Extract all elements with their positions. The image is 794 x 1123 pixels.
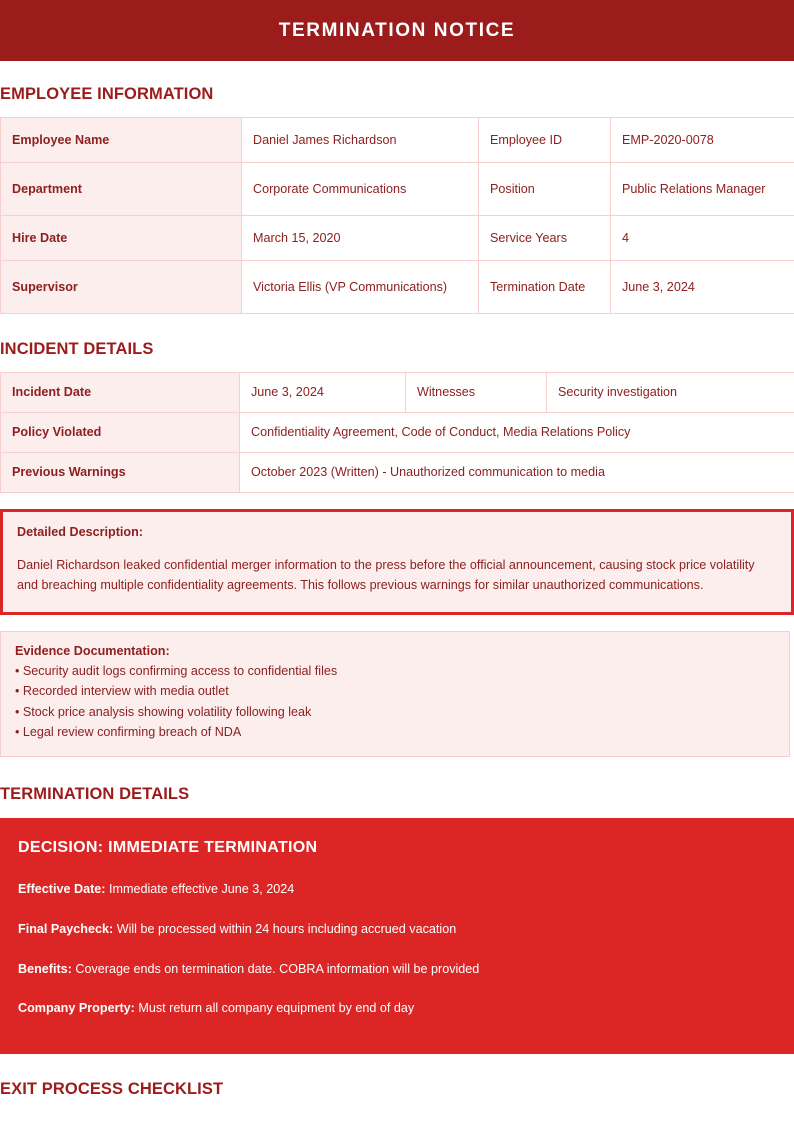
decision-company-property-label: Company Property: xyxy=(18,1001,135,1016)
employee-information-table xyxy=(0,117,794,314)
document-title: TERMINATION NOTICE xyxy=(278,19,516,41)
table-row xyxy=(1,373,794,413)
cell-value-service-years: 4 xyxy=(611,216,794,261)
cell-value-position: Public Relations Manager xyxy=(611,163,794,216)
cell-value-employee-id: EMP-2020-0078 xyxy=(611,118,794,163)
detailed-description-box xyxy=(0,509,794,615)
cell-value-supervisor: Victoria Ellis (VP Communications) xyxy=(242,261,479,314)
list-item: • Stock price analysis showing volatility following leak xyxy=(15,704,312,719)
decision-title: DECISION: IMMEDIATE TERMINATION xyxy=(18,839,318,857)
incident-details-table xyxy=(0,372,794,493)
cell-label-termination-date: Termination Date xyxy=(479,261,611,314)
cell-value-witnesses: Security investigation xyxy=(547,373,794,413)
evidence-list xyxy=(15,661,775,743)
cell-label-policy-violated: Policy Violated xyxy=(1,413,240,453)
detailed-description-title: Detailed Description: xyxy=(17,525,143,539)
table-row xyxy=(1,413,794,453)
cell-label-department: Department xyxy=(1,163,242,216)
cell-value-policy-violated: Confidentiality Agreement, Code of Conduct, Media Relations Policy xyxy=(240,413,794,453)
decision-final-paycheck-label: Final Paycheck: xyxy=(18,921,114,936)
termination-decision-panel xyxy=(0,818,794,1054)
table-row xyxy=(1,163,794,216)
evidence-documentation-box xyxy=(0,631,790,758)
cell-value-hire-date: March 15, 2020 xyxy=(242,216,479,261)
cell-label-service-years: Service Years xyxy=(479,216,611,261)
decision-effective-date xyxy=(18,881,776,899)
decision-benefits-label: Benefits: xyxy=(18,961,72,976)
list-item: • Recorded interview with media outlet xyxy=(15,684,229,699)
cell-label-hire-date: Hire Date xyxy=(1,216,242,261)
evidence-documentation-title: Evidence Documentation: xyxy=(15,643,170,658)
decision-benefits xyxy=(18,961,776,979)
cell-value-employee-name: Daniel James Richardson xyxy=(242,118,479,163)
cell-value-termination-date: June 3, 2024 xyxy=(611,261,794,314)
cell-label-witnesses: Witnesses xyxy=(406,373,547,413)
document-header xyxy=(0,0,794,61)
decision-company-property-value: Must return all company equipment by end of day xyxy=(138,1001,415,1016)
section-heading-exit-process-checklist: EXIT PROCESS CHECKLIST xyxy=(0,1079,224,1098)
decision-company-property xyxy=(18,1000,776,1018)
cell-label-employee-id: Employee ID xyxy=(479,118,611,163)
cell-value-incident-date: June 3, 2024 xyxy=(240,373,406,413)
table-row xyxy=(1,453,794,493)
cell-value-department: Corporate Communications xyxy=(242,163,479,216)
decision-effective-date-label: Effective Date: xyxy=(18,882,106,897)
document-body xyxy=(0,85,794,1099)
detailed-description-body: Daniel Richardson leaked confidential merger information to the press before the official announcement, causing stock price volatility and breaching multiple confidentiality agreements. This follows previous warnings for similar unauthorized communications. xyxy=(17,558,755,593)
decision-effective-date-value: Immediate effective June 3, 2024 xyxy=(109,882,295,897)
section-heading-termination-details: TERMINATION DETAILS xyxy=(0,785,190,804)
table-row xyxy=(1,261,794,314)
table-row xyxy=(1,216,794,261)
list-item: • Security audit logs confirming access to confidential files xyxy=(15,663,338,678)
cell-value-previous-warnings: October 2023 (Written) - Unauthorized communication to media xyxy=(240,453,794,493)
decision-final-paycheck xyxy=(18,921,776,939)
decision-final-paycheck-value: Will be processed within 24 hours including accrued vacation xyxy=(116,921,457,936)
cell-label-employee-name: Employee Name xyxy=(1,118,242,163)
cell-label-position: Position xyxy=(479,163,611,216)
cell-label-previous-warnings: Previous Warnings xyxy=(1,453,240,493)
list-item: • Legal review confirming breach of NDA xyxy=(15,724,242,739)
table-row xyxy=(1,118,794,163)
section-heading-employee-information: EMPLOYEE INFORMATION xyxy=(0,85,214,103)
section-heading-incident-details: INCIDENT DETAILS xyxy=(0,340,154,358)
cell-label-supervisor: Supervisor xyxy=(1,261,242,314)
cell-label-incident-date: Incident Date xyxy=(1,373,240,413)
decision-benefits-value: Coverage ends on termination date. COBRA information will be provided xyxy=(75,961,480,976)
